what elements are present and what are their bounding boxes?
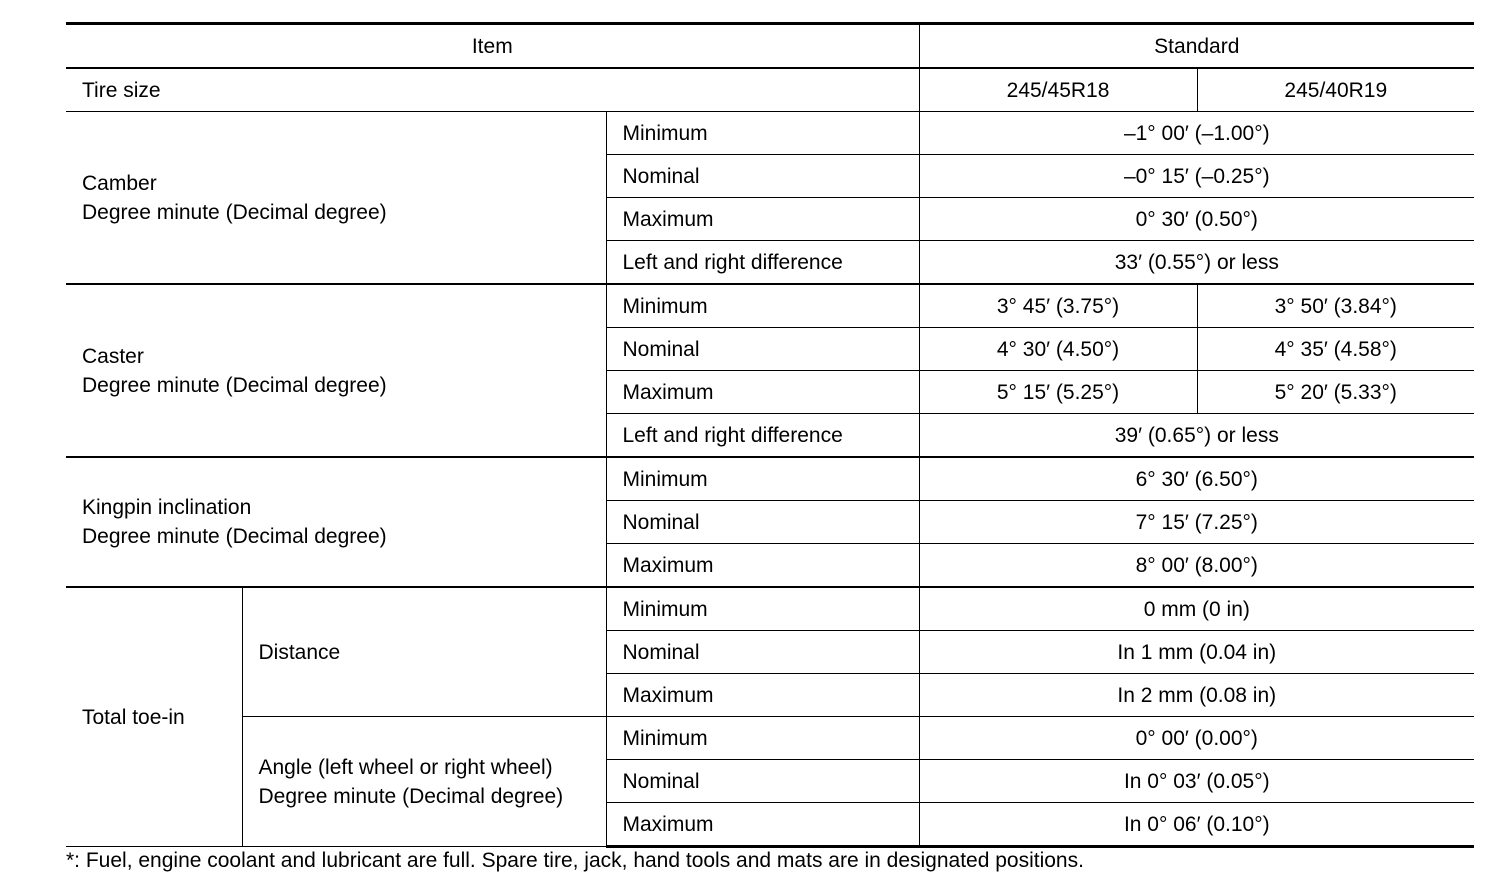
caster-diff-label: Left and right difference	[606, 414, 919, 458]
camber-min-label: Minimum	[606, 112, 919, 155]
toe-angle-max-label: Maximum	[606, 803, 919, 847]
kingpin-nom-label: Nominal	[606, 501, 919, 544]
caster-nom-value-18: 4° 30′ (4.50°)	[919, 328, 1197, 371]
caster-min-label: Minimum	[606, 284, 919, 328]
toe-distance-max-value: In 2 mm (0.08 in)	[919, 674, 1474, 717]
camber-name: Camber	[82, 171, 157, 195]
kingpin-min-label: Minimum	[606, 457, 919, 501]
toe-angle-max-value: In 0° 06′ (0.10°)	[919, 803, 1474, 847]
toe-distance-row-minimum	[66, 587, 1474, 631]
toe-distance-nom-label: Nominal	[606, 631, 919, 674]
kingpin-label-cell	[66, 457, 606, 587]
camber-nom-value: –0° 15′ (–0.25°)	[919, 155, 1474, 198]
tire-size-18: 245/45R18	[919, 68, 1197, 112]
header-row	[66, 24, 1474, 69]
toe-angle-nom-label: Nominal	[606, 760, 919, 803]
toe-distance-nom-value: In 1 mm (0.04 in)	[919, 631, 1474, 674]
caster-max-label: Maximum	[606, 371, 919, 414]
toe-angle-unit: Degree minute (Decimal degree)	[258, 784, 564, 808]
caster-nom-label: Nominal	[606, 328, 919, 371]
camber-min-value: –1° 00′ (–1.00°)	[919, 112, 1474, 155]
kingpin-max-value: 8° 00′ (8.00°)	[919, 544, 1474, 588]
camber-max-value: 0° 30′ (0.50°)	[919, 198, 1474, 241]
caster-unit: Degree minute (Decimal degree)	[82, 373, 387, 397]
toe-angle-min-value: 0° 00′ (0.00°)	[919, 717, 1474, 760]
camber-nom-label: Nominal	[606, 155, 919, 198]
toe-distance-min-label: Minimum	[606, 587, 919, 631]
camber-diff-label: Left and right difference	[606, 241, 919, 285]
toe-angle-row-minimum	[66, 717, 1474, 760]
kingpin-max-label: Maximum	[606, 544, 919, 588]
kingpin-name: Kingpin inclination	[82, 496, 252, 519]
caster-min-value-18: 3° 45′ (3.75°)	[919, 284, 1197, 328]
toe-distance-label: Distance	[242, 587, 606, 717]
toe-angle-nom-value: In 0° 03′ (0.05°)	[919, 760, 1474, 803]
tire-size-label: Tire size	[66, 68, 919, 112]
toe-distance-min-value: 0 mm (0 in)	[919, 587, 1474, 631]
caster-diff-value: 39′ (0.65°) or less	[919, 414, 1474, 458]
toe-angle-label-cell	[242, 717, 606, 847]
toe-distance-max-label: Maximum	[606, 674, 919, 717]
kingpin-unit: Degree minute (Decimal degree)	[82, 525, 387, 548]
tire-size-row	[66, 68, 1474, 112]
camber-row-minimum	[66, 112, 1474, 155]
kingpin-min-value: 6° 30′ (6.50°)	[919, 457, 1474, 501]
tire-size-19: 245/40R19	[1197, 68, 1474, 112]
standard-header: Standard	[919, 24, 1474, 69]
caster-row-minimum	[66, 284, 1474, 328]
wheel-alignment-spec-table	[66, 22, 1474, 848]
footnote: *: Fuel, engine coolant and lubricant are full. Spare tire, jack, hand tools and mats are in designated positions.	[66, 849, 1084, 872]
caster-nom-value-19: 4° 35′ (4.58°)	[1197, 328, 1474, 371]
caster-name: Caster	[82, 344, 144, 368]
kingpin-nom-value: 7° 15′ (7.25°)	[919, 501, 1474, 544]
caster-label-cell	[66, 284, 606, 457]
kingpin-row-minimum	[66, 457, 1474, 501]
camber-max-label: Maximum	[606, 198, 919, 241]
item-header: Item	[66, 24, 919, 69]
caster-max-value-18: 5° 15′ (5.25°)	[919, 371, 1197, 414]
camber-diff-value: 33′ (0.55°) or less	[919, 241, 1474, 285]
toe-angle-min-label: Minimum	[606, 717, 919, 760]
toe-angle-name: Angle (left wheel or right wheel)	[258, 755, 553, 779]
toe-in-label: Total toe-in	[66, 587, 242, 847]
caster-min-value-19: 3° 50′ (3.84°)	[1197, 284, 1474, 328]
caster-max-value-19: 5° 20′ (5.33°)	[1197, 371, 1474, 414]
camber-unit: Degree minute (Decimal degree)	[82, 200, 387, 224]
camber-label-cell	[66, 112, 606, 285]
